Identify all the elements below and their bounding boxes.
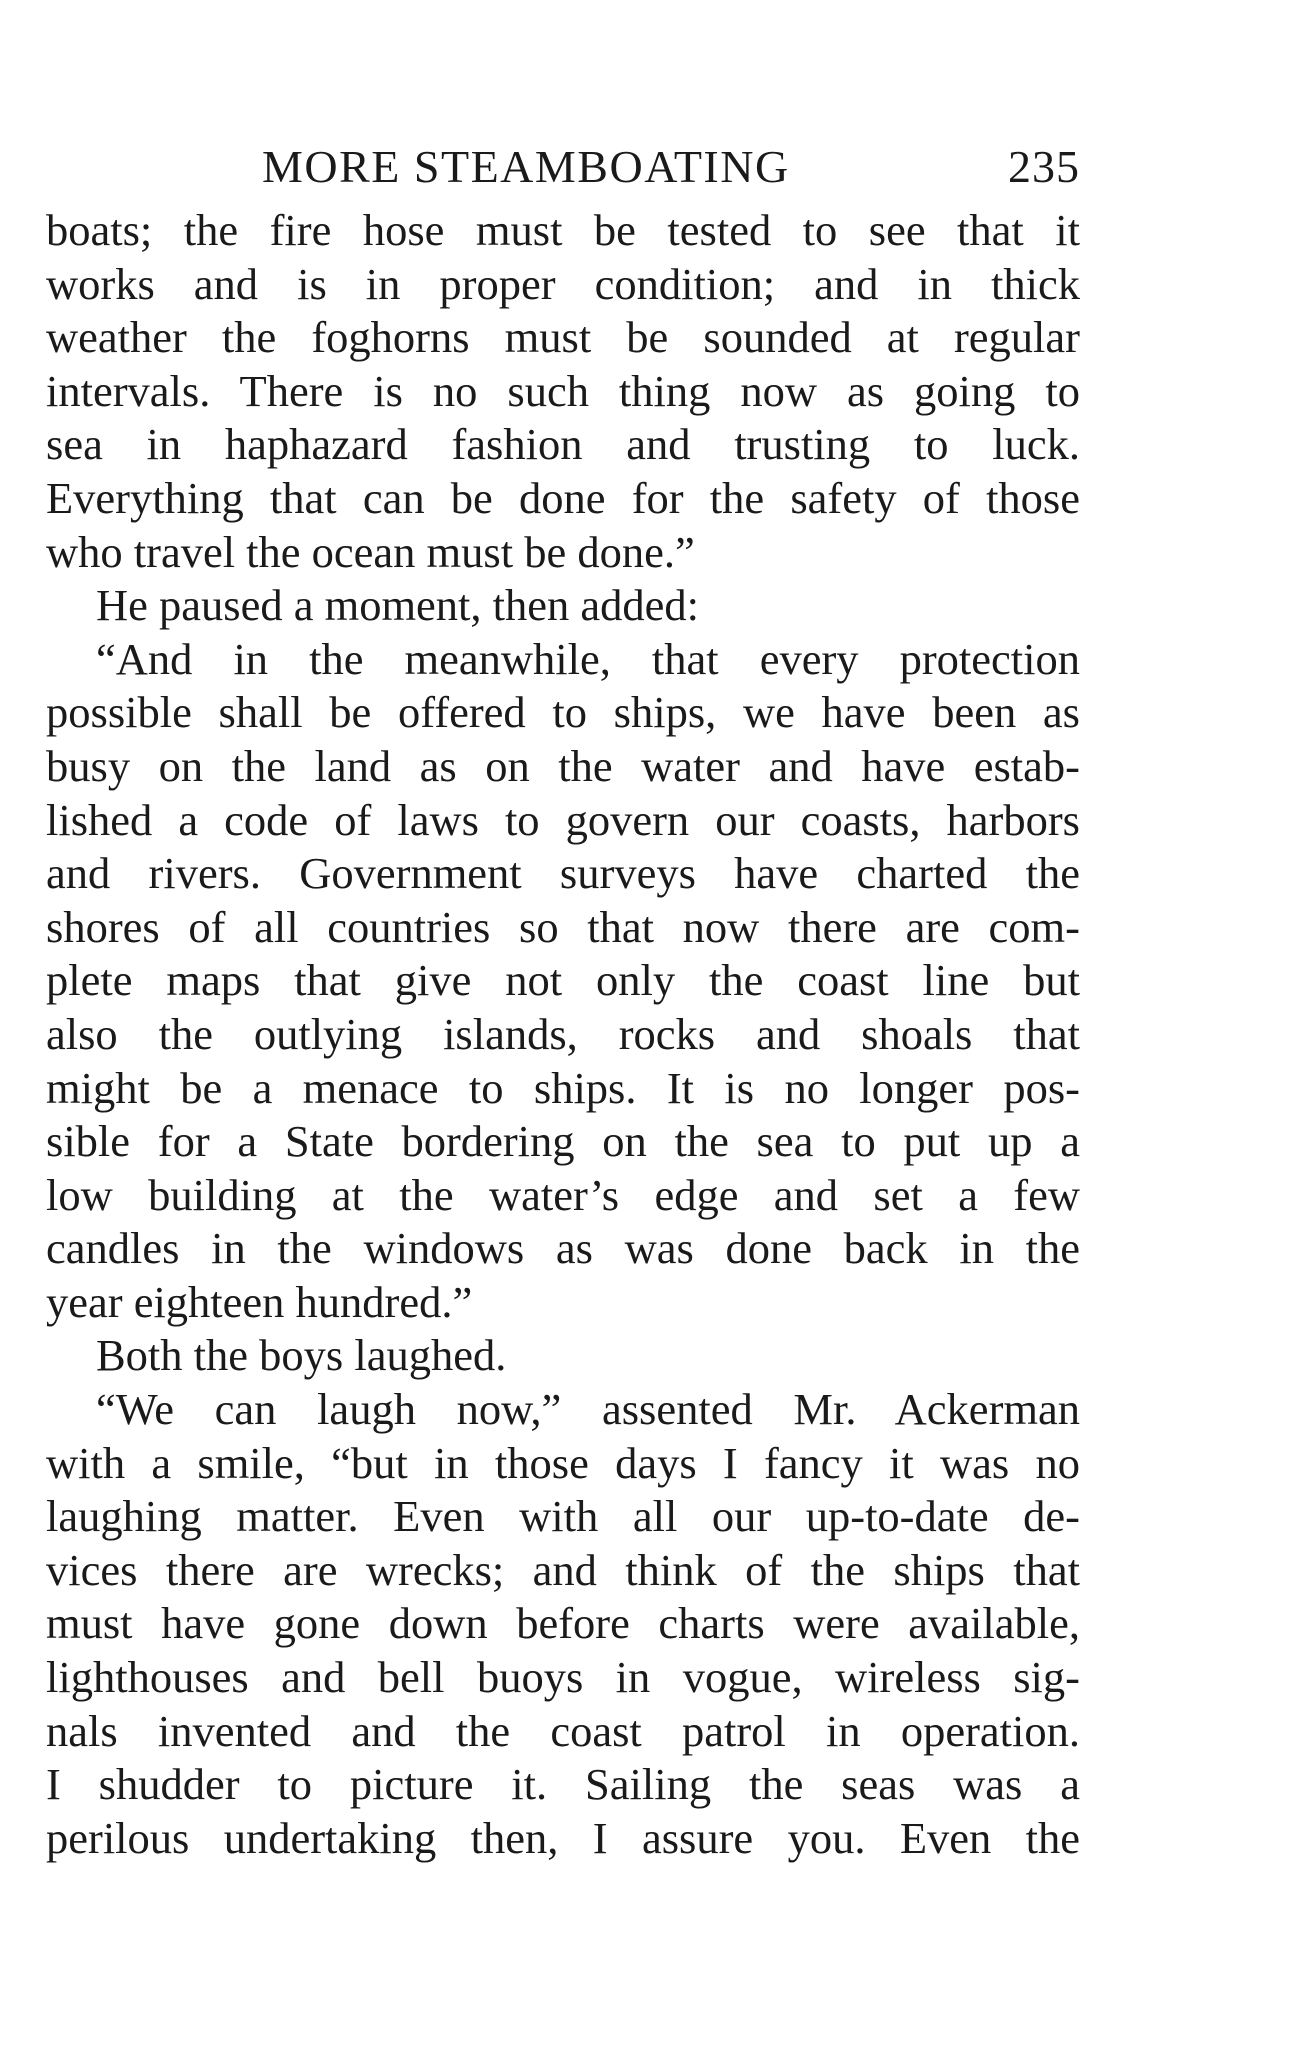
text-line: nals invented and the coast patrol in operation. [46, 1705, 1080, 1756]
text-line: must have gone down before charts were available, [46, 1598, 1080, 1649]
text-line: possible shall be offered to ships, we have been as [46, 687, 1080, 738]
text-line: year eighteen hundred.” [46, 1276, 473, 1327]
text-line: low building at the water’s edge and set a few [46, 1169, 1080, 1220]
text-line: sible for a State bordering on the sea to put up a [46, 1116, 1080, 1167]
text-line: laughing matter. Even with all our up-to-date de- [46, 1491, 1080, 1542]
text-line: Both the boys laughed. [96, 1330, 507, 1381]
text-line: works and is in proper condition; and in thick [46, 258, 1080, 309]
text-line: I shudder to picture it. Sailing the seas was a [46, 1759, 1080, 1810]
text-line: lished a code of laws to govern our coasts, harbors [46, 794, 1080, 845]
body-text [46, 204, 1080, 1865]
page-header [46, 136, 1080, 198]
text-line: shores of all countries so that now there are com- [46, 901, 1080, 952]
text-line: “We can laugh now,” assented Mr. Ackerman [96, 1384, 1080, 1435]
text-line: might be a menace to ships. It is no longer pos- [46, 1062, 1080, 1113]
text-line: intervals. There is no such thing now as going to [46, 365, 1080, 416]
text-line: candles in the windows as was done back in the [46, 1223, 1080, 1274]
page-number: 235 [1008, 141, 1080, 192]
text-line: boats; the fire hose must be tested to see that it [46, 205, 1080, 255]
text-line: sea in haphazard fashion and trusting to luck. [46, 419, 1080, 470]
running-title: MORE STEAMBOATING [262, 141, 790, 192]
text-line: also the outlying islands, rocks and shoals that [46, 1008, 1080, 1059]
text-line: weather the foghorns must be sounded at regular [46, 312, 1080, 363]
text-line: He paused a moment, then added: [96, 580, 700, 631]
text-line: busy on the land as on the water and have estab- [46, 740, 1080, 791]
text-line: lighthouses and bell buoys in vogue, wireless sig- [46, 1652, 1080, 1703]
text-line: with a smile, “but in those days I fancy it was no [46, 1437, 1080, 1488]
text-line: and rivers. Government surveys have charted the [46, 848, 1080, 899]
text-line: perilous undertaking then, I assure you. Even the [46, 1812, 1080, 1863]
text-line: plete maps that give not only the coast line but [46, 955, 1080, 1006]
book-page [46, 136, 1080, 1865]
text-line: who travel the ocean must be done.” [46, 526, 695, 577]
text-line: “And in the meanwhile, that every protection [96, 633, 1080, 684]
text-line: Everything that can be done for the safety of those [46, 472, 1080, 523]
text-line: vices there are wrecks; and think of the ships that [46, 1544, 1080, 1595]
